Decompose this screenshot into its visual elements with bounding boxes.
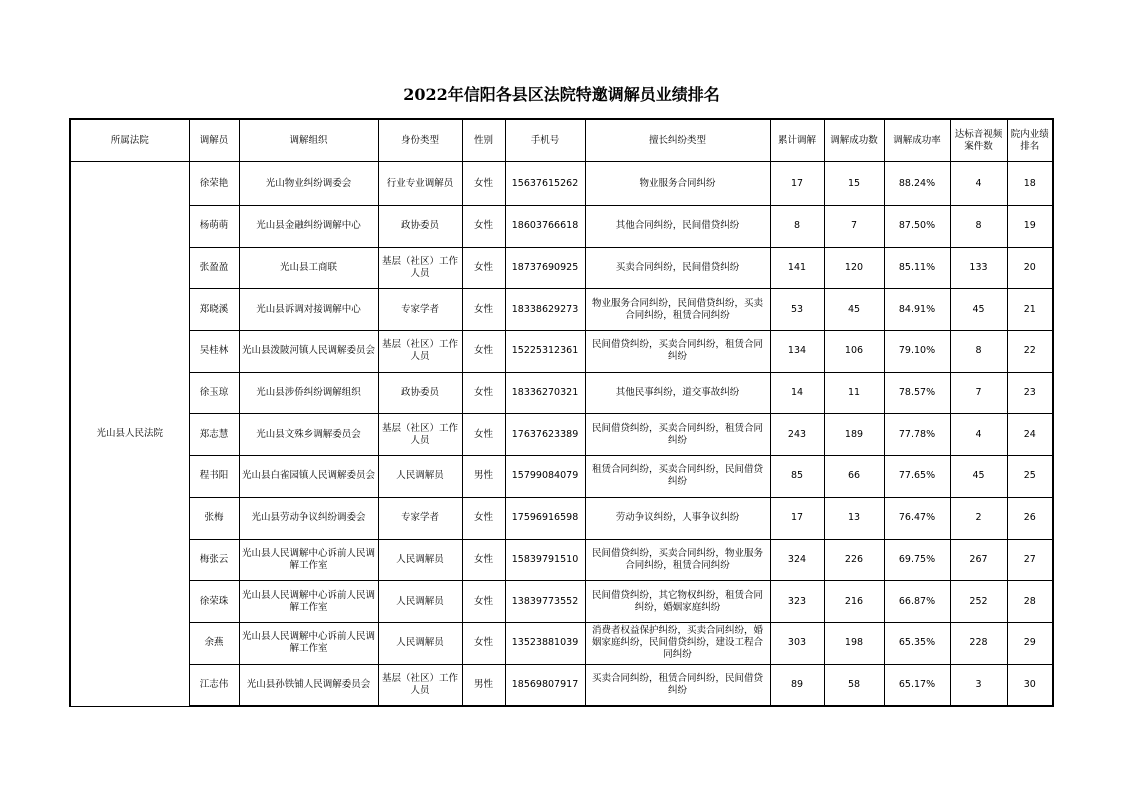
gender-cell: 女性: [462, 497, 505, 539]
identity-type-cell: 人民调解员: [378, 539, 462, 581]
phone-cell: 13523881039: [505, 622, 585, 664]
rank-cell: 19: [1007, 206, 1053, 248]
identity-type-cell: 人民调解员: [378, 456, 462, 498]
dispute-types-cell: 劳动争议纠纷，人事争议纠纷: [585, 497, 770, 539]
success-count-cell: 106: [824, 331, 884, 373]
identity-type-cell: 人民调解员: [378, 581, 462, 623]
success-rate-cell: 87.50%: [884, 206, 950, 248]
success-count-cell: 15: [824, 162, 884, 206]
av-cases-cell: 4: [950, 414, 1007, 456]
organization-cell: 光山县涉侨纠纷调解组织: [239, 372, 378, 414]
rank-cell: 24: [1007, 414, 1053, 456]
dispute-types-cell: 租赁合同纠纷，买卖合同纠纷，民间借贷纠纷: [585, 456, 770, 498]
header-organization: 调解组织: [239, 119, 378, 162]
table-row: [70, 497, 1053, 539]
table-row: [70, 206, 1053, 248]
success-count-cell: 45: [824, 289, 884, 331]
phone-cell: 18338629273: [505, 289, 585, 331]
total-mediations-cell: 89: [770, 664, 824, 706]
success-count-cell: 120: [824, 247, 884, 289]
av-cases-cell: 3: [950, 664, 1007, 706]
phone-cell: 15839791510: [505, 539, 585, 581]
rank-cell: 28: [1007, 581, 1053, 623]
total-mediations-cell: 85: [770, 456, 824, 498]
phone-cell: 18603766618: [505, 206, 585, 248]
success-rate-cell: 66.87%: [884, 581, 950, 623]
identity-type-cell: 基层（社区）工作人员: [378, 247, 462, 289]
av-cases-cell: 7: [950, 372, 1007, 414]
total-mediations-cell: 243: [770, 414, 824, 456]
phone-cell: 18737690925: [505, 247, 585, 289]
phone-cell: 18336270321: [505, 372, 585, 414]
rank-cell: 25: [1007, 456, 1053, 498]
header-av-cases: 达标音视频案件数: [950, 119, 1007, 162]
organization-cell: 光山县人民调解中心诉前人民调解工作室: [239, 581, 378, 623]
gender-cell: 女性: [462, 414, 505, 456]
identity-type-cell: 政协委员: [378, 206, 462, 248]
identity-type-cell: 行业专业调解员: [378, 162, 462, 206]
total-mediations-cell: 323: [770, 581, 824, 623]
av-cases-cell: 8: [950, 331, 1007, 373]
success-count-cell: 13: [824, 497, 884, 539]
header-dispute-types: 擅长纠纷类型: [585, 119, 770, 162]
dispute-types-cell: 民间借贷纠纷，买卖合同纠纷，物业服务合同纠纷，租赁合同纠纷: [585, 539, 770, 581]
table-row: [70, 331, 1053, 373]
success-rate-cell: 77.78%: [884, 414, 950, 456]
identity-type-cell: 人民调解员: [378, 622, 462, 664]
rank-cell: 26: [1007, 497, 1053, 539]
success-rate-cell: 65.17%: [884, 664, 950, 706]
av-cases-cell: 45: [950, 456, 1007, 498]
success-count-cell: 66: [824, 456, 884, 498]
success-count-cell: 11: [824, 372, 884, 414]
total-mediations-cell: 8: [770, 206, 824, 248]
rank-cell: 22: [1007, 331, 1053, 373]
total-mediations-cell: 53: [770, 289, 824, 331]
success-rate-cell: 76.47%: [884, 497, 950, 539]
success-rate-cell: 79.10%: [884, 331, 950, 373]
total-mediations-cell: 303: [770, 622, 824, 664]
organization-cell: 光山县工商联: [239, 247, 378, 289]
phone-cell: 15637615262: [505, 162, 585, 206]
table-row: [70, 456, 1053, 498]
identity-type-cell: 基层（社区）工作人员: [378, 331, 462, 373]
header-row: [70, 119, 1053, 162]
phone-cell: 15799084079: [505, 456, 585, 498]
rank-cell: 18: [1007, 162, 1053, 206]
av-cases-cell: 228: [950, 622, 1007, 664]
header-rank: 院内业绩排名: [1007, 119, 1053, 162]
gender-cell: 女性: [462, 206, 505, 248]
total-mediations-cell: 17: [770, 162, 824, 206]
header-success-count: 调解成功数: [824, 119, 884, 162]
mediator-cell: 江志伟: [189, 664, 239, 706]
rank-cell: 20: [1007, 247, 1053, 289]
organization-cell: 光山县诉调对接调解中心: [239, 289, 378, 331]
mediator-cell: 徐玉琼: [189, 372, 239, 414]
gender-cell: 女性: [462, 289, 505, 331]
dispute-types-cell: 其他民事纠纷，道交事故纠纷: [585, 372, 770, 414]
header-success-rate: 调解成功率: [884, 119, 950, 162]
dispute-types-cell: 消费者权益保护纠纷，买卖合同纠纷，婚姻家庭纠纷，民间借贷纠纷，建设工程合同纠纷: [585, 622, 770, 664]
phone-cell: 18569807917: [505, 664, 585, 706]
success-count-cell: 189: [824, 414, 884, 456]
dispute-types-cell: 其他合同纠纷，民间借贷纠纷: [585, 206, 770, 248]
gender-cell: 女性: [462, 581, 505, 623]
phone-cell: 17596916598: [505, 497, 585, 539]
phone-cell: 15225312361: [505, 331, 585, 373]
success-rate-cell: 69.75%: [884, 539, 950, 581]
av-cases-cell: 2: [950, 497, 1007, 539]
mediator-cell: 吴桂林: [189, 331, 239, 373]
rank-cell: 30: [1007, 664, 1053, 706]
phone-cell: 17637623389: [505, 414, 585, 456]
organization-cell: 光山县金融纠纷调解中心: [239, 206, 378, 248]
header-gender: 性别: [462, 119, 505, 162]
rank-cell: 29: [1007, 622, 1053, 664]
av-cases-cell: 252: [950, 581, 1007, 623]
total-mediations-cell: 134: [770, 331, 824, 373]
success-count-cell: 226: [824, 539, 884, 581]
organization-cell: 光山县文殊乡调解委员会: [239, 414, 378, 456]
success-count-cell: 7: [824, 206, 884, 248]
av-cases-cell: 4: [950, 162, 1007, 206]
header-phone: 手机号: [505, 119, 585, 162]
table-row: [70, 289, 1053, 331]
success-rate-cell: 85.11%: [884, 247, 950, 289]
mediator-cell: 余燕: [189, 622, 239, 664]
identity-type-cell: 基层（社区）工作人员: [378, 414, 462, 456]
dispute-types-cell: 民间借贷纠纷，买卖合同纠纷，租赁合同纠纷: [585, 414, 770, 456]
gender-cell: 女性: [462, 622, 505, 664]
dispute-types-cell: 买卖合同纠纷，租赁合同纠纷，民间借贷纠纷: [585, 664, 770, 706]
gender-cell: 女性: [462, 539, 505, 581]
mediator-cell: 郑晓溪: [189, 289, 239, 331]
total-mediations-cell: 14: [770, 372, 824, 414]
identity-type-cell: 专家学者: [378, 497, 462, 539]
mediator-cell: 张盈盈: [189, 247, 239, 289]
identity-type-cell: 基层（社区）工作人员: [378, 664, 462, 706]
success-count-cell: 198: [824, 622, 884, 664]
total-mediations-cell: 324: [770, 539, 824, 581]
rank-cell: 23: [1007, 372, 1053, 414]
header-identity-type: 身份类型: [378, 119, 462, 162]
table-row: [70, 581, 1053, 623]
table-row: [70, 539, 1053, 581]
table-row: [70, 247, 1053, 289]
mediator-cell: 杨萌萌: [189, 206, 239, 248]
dispute-types-cell: 买卖合同纠纷，民间借贷纠纷: [585, 247, 770, 289]
page-title: 2022年信阳各县区法院特邀调解员业绩排名: [403, 85, 720, 104]
av-cases-cell: 133: [950, 247, 1007, 289]
success-rate-cell: 65.35%: [884, 622, 950, 664]
identity-type-cell: 政协委员: [378, 372, 462, 414]
table-row: [70, 162, 1053, 206]
header-total-mediations: 累计调解: [770, 119, 824, 162]
mediator-cell: 郑志慧: [189, 414, 239, 456]
success-count-cell: 58: [824, 664, 884, 706]
organization-cell: 光山县人民调解中心诉前人民调解工作室: [239, 622, 378, 664]
av-cases-cell: 267: [950, 539, 1007, 581]
organization-cell: 光山县人民调解中心诉前人民调解工作室: [239, 539, 378, 581]
mediator-cell: 梅张云: [189, 539, 239, 581]
total-mediations-cell: 141: [770, 247, 824, 289]
av-cases-cell: 8: [950, 206, 1007, 248]
success-rate-cell: 84.91%: [884, 289, 950, 331]
rank-cell: 27: [1007, 539, 1053, 581]
gender-cell: 女性: [462, 247, 505, 289]
table-row: [70, 622, 1053, 664]
organization-cell: 光山县泼陂河镇人民调解委员会: [239, 331, 378, 373]
dispute-types-cell: 物业服务合同纠纷，民间借贷纠纷，买卖合同纠纷，租赁合同纠纷: [585, 289, 770, 331]
mediator-cell: 程书阳: [189, 456, 239, 498]
mediator-cell: 徐荣艳: [189, 162, 239, 206]
identity-type-cell: 专家学者: [378, 289, 462, 331]
gender-cell: 男性: [462, 456, 505, 498]
gender-cell: 男性: [462, 664, 505, 706]
table-row: [70, 372, 1053, 414]
success-rate-cell: 78.57%: [884, 372, 950, 414]
success-rate-cell: 88.24%: [884, 162, 950, 206]
success-count-cell: 216: [824, 581, 884, 623]
success-rate-cell: 77.65%: [884, 456, 950, 498]
table-row: [70, 414, 1053, 456]
mediator-cell: 张梅: [189, 497, 239, 539]
organization-cell: 光山县白雀园镇人民调解委员会: [239, 456, 378, 498]
dispute-types-cell: 民间借贷纠纷，其它物权纠纷，租赁合同纠纷，婚姻家庭纠纷: [585, 581, 770, 623]
header-mediator: 调解员: [189, 119, 239, 162]
gender-cell: 女性: [462, 162, 505, 206]
performance-table: [69, 118, 1054, 707]
header-court: 所属法院: [70, 119, 189, 162]
total-mediations-cell: 17: [770, 497, 824, 539]
organization-cell: 光山县孙铁铺人民调解委员会: [239, 664, 378, 706]
gender-cell: 女性: [462, 331, 505, 373]
rank-cell: 21: [1007, 289, 1053, 331]
dispute-types-cell: 物业服务合同纠纷: [585, 162, 770, 206]
table-row: [70, 664, 1053, 706]
gender-cell: 女性: [462, 372, 505, 414]
mediator-cell: 徐荣珠: [189, 581, 239, 623]
av-cases-cell: 45: [950, 289, 1007, 331]
phone-cell: 13839773552: [505, 581, 585, 623]
organization-cell: 光山物业纠纷调委会: [239, 162, 378, 206]
organization-cell: 光山县劳动争议纠纷调委会: [239, 497, 378, 539]
court-cell: 光山县人民法院: [70, 162, 189, 707]
dispute-types-cell: 民间借贷纠纷，买卖合同纠纷，租赁合同纠纷: [585, 331, 770, 373]
